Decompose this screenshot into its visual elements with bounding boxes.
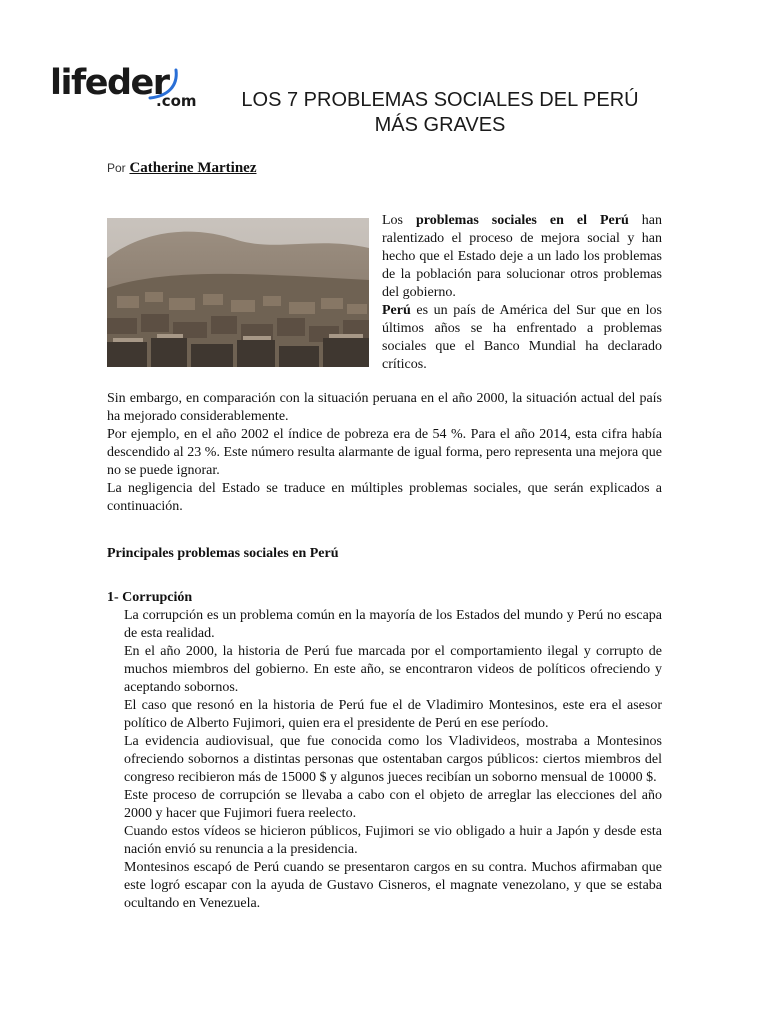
corrupcion-paragraph: Montesinos escapó de Perú cuando se presentaron cargos en su contra. Muchos afirmaban que este logró escapar con la ayuda de Gustavo Cisneros, el magnate venezolano, y que se estaba ocultando en Venezuela. — [124, 860, 662, 911]
corrupcion-paragraph: La evidencia audiovisual, que fue conocida como los Vladivideos, mostraba a Montesinos ofreciendo sobornos a distintas personas que ostentaban cargos públicos: ciertos miembros del congreso recibieron más de 15000 $ y algunos jueces recibían un soborno mensual de 10000 $. — [124, 734, 662, 785]
body-paragraph: Por ejemplo, en el año 2002 el índice de pobreza era de 54 %. Para el año 2014, esta cifra había descendido al 23 %. Este número resulta alarmante de igual forma, pero representa una mejora que no se puede ignorar. — [107, 427, 662, 478]
intro-bold-peru: Perú — [382, 303, 411, 318]
intro-text: es un país de América del Sur que en los últimos años se ha enfrentado a problemas sociales que el Banco Mundial ha declarado críticos. — [382, 303, 662, 372]
corrupcion-paragraph: Cuando estos vídeos se hicieron públicos, Fujimori se vio obligado a huir a Japón y desde esta nación envió su renuncia a la presidencia. — [124, 824, 662, 857]
body-paragraph: La negligencia del Estado se traduce en múltiples problemas sociales, que serán explicados a continuación. — [107, 481, 662, 514]
article-photo — [107, 218, 369, 367]
corrupcion-paragraph: El caso que resonó en la historia de Perú fue el de Vladimiro Montesinos, este era el asesor político de Alberto Fujimori, quien era el presidente de Perú en ese período. — [124, 698, 662, 731]
intro-text: Los — [382, 213, 403, 228]
title-line-2: MÁS GRAVES — [374, 114, 506, 136]
intro-text: han ralentizado el proceso de mejora social y han hecho que el Estado deje a un lado los problemas de la población para solucionar otros problemas del gobierno. — [382, 213, 663, 300]
corrupcion-section — [124, 607, 662, 913]
title-line-1: LOS 7 PROBLEMAS SOCIALES DEL PERÚ — [241, 89, 639, 111]
author-link[interactable]: Catherine Martinez — [129, 160, 257, 176]
byline-prefix: Por — [107, 161, 126, 175]
item-heading-corrupcion: 1- Corrupción — [107, 590, 193, 605]
corrupcion-paragraph: La corrupción es un problema común en la mayoría de los Estados del mundo y Perú no escapa de esta realidad. — [124, 608, 662, 641]
section-heading: Principales problemas sociales en Perú — [107, 546, 339, 561]
lifeder-logo[interactable] — [50, 62, 210, 118]
body-paragraph: Sin embargo, en comparación con la situación peruana en el año 2000, la situación actual del país ha mejorado considerablemente. — [107, 391, 662, 424]
logo-wordmark: lifeder — [50, 63, 169, 103]
corrupcion-paragraph: Este proceso de corrupción se llevaba a cabo con el objeto de arreglar las elecciones del año 2000 y hacer que Fujimori fuera reelecto. — [124, 788, 662, 821]
body-section — [107, 390, 662, 516]
logo-domain-suffix: .com — [156, 92, 197, 110]
byline — [107, 160, 256, 177]
intro-bold-link: problemas sociales en el Perú — [416, 213, 629, 228]
page-title — [210, 88, 670, 138]
intro-paragraph — [382, 212, 662, 374]
corrupcion-paragraph: En el año 2000, la historia de Perú fue marcada por el comportamiento ilegal y corrupto de muchos miembros del gobierno. En este año, se encontraron videos de políticos ofreciendo y aceptando sobornos. — [124, 644, 662, 695]
